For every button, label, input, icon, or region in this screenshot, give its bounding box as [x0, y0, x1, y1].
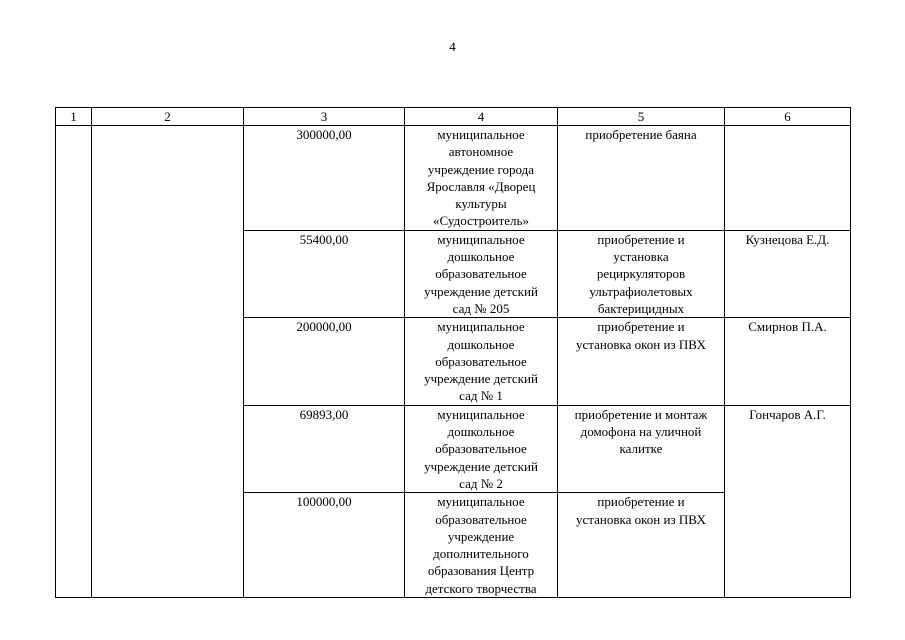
purpose-cell: приобретение и монтаж домофона на уличной калитке — [558, 405, 725, 492]
deputy-cell: Кузнецова Е.Д. — [725, 230, 851, 317]
institution-cell: муниципальное дошкольное образовательное учреждение детский сад № 2 — [405, 405, 558, 492]
header-cell-5: 5 — [558, 108, 725, 126]
amount-cell: 200000,00 — [244, 318, 405, 405]
deputy-cell: Смирнов П.А. — [725, 318, 851, 405]
amount-cell: 55400,00 — [244, 230, 405, 317]
header-cell-3: 3 — [244, 108, 405, 126]
number-cell-empty — [56, 126, 92, 598]
table-header-row — [56, 108, 851, 126]
deputy-cell — [725, 126, 851, 231]
institution-cell: муниципальное дошкольное образовательное учреждение детский сад № 205 — [405, 230, 558, 317]
header-cell-4: 4 — [405, 108, 558, 126]
purpose-cell: приобретение и установка окон из ПВХ — [558, 318, 725, 405]
table-row — [56, 126, 851, 231]
institution-cell: муниципальное автономное учреждение города Ярославля «Дворец культуры «Судостроитель» — [405, 126, 558, 231]
header-cell-1: 1 — [56, 108, 92, 126]
name-cell-empty — [92, 126, 244, 598]
amount-cell: 300000,00 — [244, 126, 405, 231]
header-cell-6: 6 — [725, 108, 851, 126]
purpose-cell: приобретение и установка окон из ПВХ — [558, 493, 725, 598]
purpose-cell: приобретение и установка рециркуляторов ультрафиолетовых бактерицидных — [558, 230, 725, 317]
amount-cell: 100000,00 — [244, 493, 405, 598]
funding-table — [55, 107, 851, 598]
header-cell-2: 2 — [92, 108, 244, 126]
deputy-cell: Гончаров А.Г. — [725, 405, 851, 597]
institution-cell: муниципальное дошкольное образовательное учреждение детский сад № 1 — [405, 318, 558, 405]
page-number: 4 — [449, 39, 456, 54]
amount-cell: 69893,00 — [244, 405, 405, 492]
institution-cell: муниципальное образовательное учреждение дополнительного образования Центр детского творчества — [405, 493, 558, 598]
purpose-cell: приобретение баяна — [558, 126, 725, 231]
